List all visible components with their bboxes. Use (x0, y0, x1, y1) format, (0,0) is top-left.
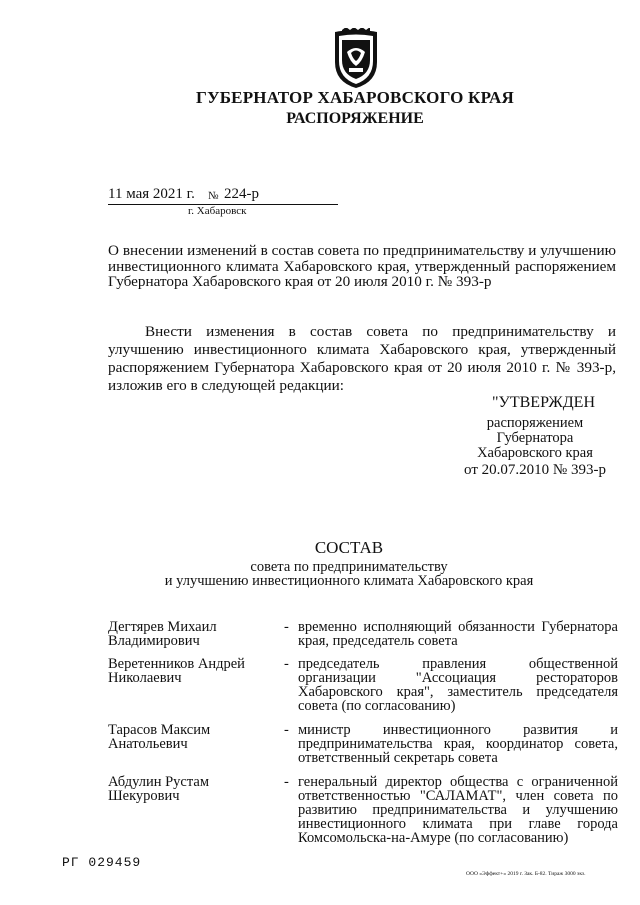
date-number-line (108, 186, 338, 205)
member-dash: - (284, 619, 289, 635)
member-role: министр инвестиционного развития и предпринимательства края, координатор совета, ответственный секретарь совета (298, 722, 618, 766)
approval-line: распоряжением (486, 415, 584, 431)
member-surname: Веретенников Андрей (108, 656, 245, 672)
member-name (108, 620, 284, 648)
approval-line: Хабаровского края (477, 445, 593, 461)
member-surname: Дегтярев Михаил (108, 619, 217, 635)
document-date: 11 мая 2021 г. (108, 186, 195, 202)
composition-subtitle-line: совета по предпринимательству (250, 559, 448, 575)
member-dash: - (284, 774, 289, 790)
member-name (108, 657, 284, 713)
members-list (108, 620, 618, 845)
registration-number: РГ 029459 (62, 855, 142, 870)
member-patronymic: Владимирович (108, 633, 200, 649)
member-patronymic: Анатольевич (108, 736, 188, 752)
issuer-title: ГУБЕРНАТОР ХАБАРОВСКОГО КРАЯ (196, 88, 514, 107)
member-row (108, 620, 618, 648)
member-row (108, 657, 618, 713)
member-row (108, 775, 618, 845)
approval-head: "УТВЕРЖДЕН (492, 394, 595, 411)
document-subject: О внесении изменений в состав совета по предпринимательству и улучшению инвестиционного климата Хабаровского края, утвержденный распоряжением Губернатора Хабаровского края от 20 июля 2010 г. № 393-р (108, 242, 616, 290)
composition-title: СОСТАВ (314, 538, 384, 557)
number-sign: № (208, 190, 219, 202)
coat-of-arms-icon (332, 28, 380, 90)
member-patronymic: Шекурович (108, 788, 180, 804)
approval-line: Губернатора (496, 430, 574, 446)
member-surname: Абдулин Рустам (108, 774, 209, 790)
member-patronymic: Николаевич (108, 670, 182, 686)
member-name (108, 775, 284, 845)
printer-imprint: ООО «Эффект+» 2019 г. Зак. Б-82. Тираж 3000 экз. (466, 871, 586, 877)
member-role: генеральный директор общества с ограниченной ответственностью "САЛАМАТ", член совета по развитию предпринимательства и улучшению инвестиционного климата при главе города Комсомольска-на-Амуре (по согласованию) (298, 774, 618, 846)
document-type: РАСПОРЯЖЕНИЕ (286, 110, 424, 127)
member-row (108, 723, 618, 765)
member-surname: Тарасов Максим (108, 722, 211, 738)
body-paragraph: Внести изменения в состав совета по предпринимательству и улучшению инвестиционного климата Хабаровского края, утвержденный распоряжением Губернатора Хабаровского края от 20 июля 2010 г. № 393-р, изложив его в следующей редакции: (108, 323, 616, 394)
document-place: г. Хабаровск (188, 205, 247, 217)
member-dash: - (284, 656, 289, 672)
composition-subtitle-line: и улучшению инвестиционного климата Хабаровского края (164, 573, 534, 589)
member-role: временно исполняющий обязанности Губернатора края, председатель совета (298, 619, 618, 649)
approval-line: от 20.07.2010 № 393-р (464, 462, 606, 478)
member-role: председатель правления общественной организации "Ассоциация рестораторов Хабаровского края", заместитель председателя совета (по согласованию) (298, 656, 618, 714)
member-name (108, 723, 284, 765)
member-dash: - (284, 722, 289, 738)
composition-subtitle (0, 560, 640, 588)
document-number: 224-р (224, 186, 259, 202)
approval-stamp (455, 395, 615, 478)
